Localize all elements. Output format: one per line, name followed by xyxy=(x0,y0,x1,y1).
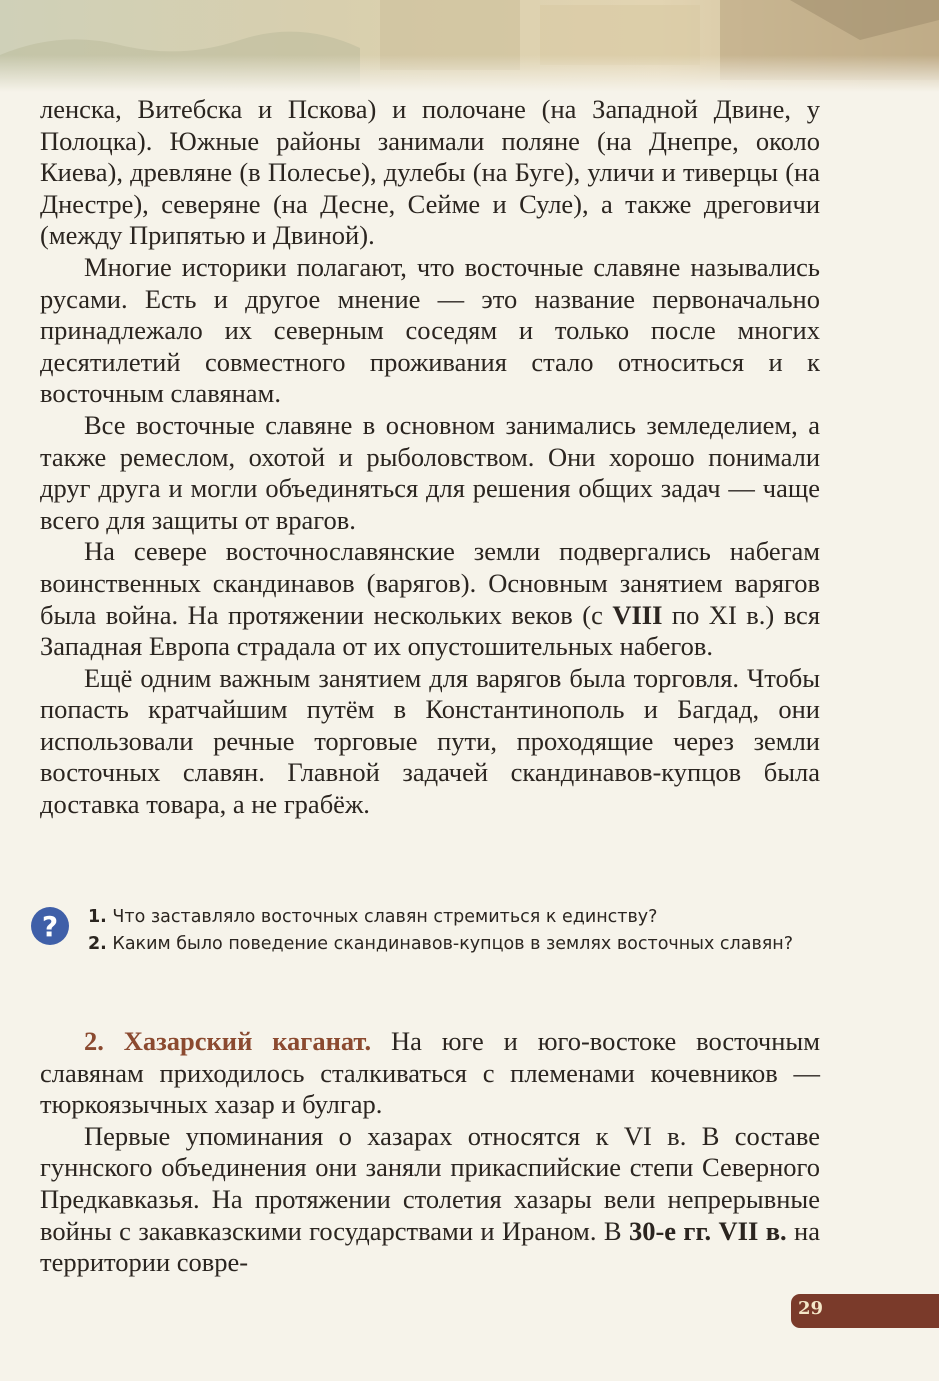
page-number: 29 xyxy=(798,1298,824,1319)
text-run: На юге и юго-востоке восточным славянам приходилось сталкиваться с племенами кочевников — тюркоязычных хазар и булгар. xyxy=(40,1026,820,1120)
paragraph: Все восточные славяне в основном занимались земледелием, а также ремеслом, охотой и рыболовством. Они хорошо понимали друг друга и могли объединяться для решения общих задач — чаще всего для защиты от врагов. xyxy=(40,409,820,535)
paragraph: Многие историки полагают, что восточные славяне назывались русами. Есть и другое мнение — это название первоначально принадлежало их северным соседям и только после многих десятилетий совместного проживания стало относиться и к восточным славянам. xyxy=(40,251,820,409)
review-questions xyxy=(30,904,830,994)
section-khazar-khaganate xyxy=(40,1026,820,1279)
svg-text:?: ? xyxy=(41,910,59,943)
question-list xyxy=(88,904,828,958)
question-number: 2. xyxy=(88,934,107,954)
paragraph xyxy=(40,536,820,662)
question-icon xyxy=(30,906,70,946)
bold-text: 30-е гг. VII в. xyxy=(628,1215,787,1246)
text-run: на территории совре- xyxy=(40,1215,820,1278)
paragraph xyxy=(40,1121,820,1279)
question-item xyxy=(88,931,828,958)
question-text: Что заставляло восточных славян стремиться к единству? xyxy=(112,907,658,927)
question-text: Каким было поведение скандинавов-купцов в землях восточных славян? xyxy=(112,934,794,954)
page-header-banner xyxy=(0,0,939,92)
paragraph: ленска, Витебска и Пскова) и полочане (на Западной Двине, у Полоцка). Южные районы занимали поляне (на Днепре, около Киева), древляне (в Полесье), дулебы (на Буге), уличи и тиверцы (на Днестре), северяне (на Десне, Сейме и Суле), а также дреговичи (между Припятью и Двиной). xyxy=(40,94,820,251)
paragraph: Ещё одним важным занятием для варягов была торговля. Чтобы попасть кратчайшим путём в Константинополь и Багдад, они использовали речные торговые пути, проходящие через земли восточных славян. Главной задачей скандинавов-купцов была доставка товара, а не грабёж. xyxy=(40,662,820,820)
section-heading: 2. Хазарский каганат. xyxy=(84,1026,372,1056)
text-run: по XI в.) вся Западная Европа страдала от их опустошительных набегов. xyxy=(40,599,821,662)
banner-illustration xyxy=(0,0,939,92)
bold-text: VIII xyxy=(612,599,663,630)
text-run: Первые упоминания о хазарах относятся к VI в. В составе гуннского объединения они заняли прикаспийские степи Северного Предкавказья. На протяжении столетия хазары вели непрерывные войны с закавказскими государствами и Ираном. В xyxy=(40,1120,820,1246)
paragraph xyxy=(40,1026,820,1121)
question-item xyxy=(88,904,828,931)
text-run: На севере восточнославянские земли подвергались набегам воинственных скандинавов (варягов). Основным занятием варягов была война. На протяжении нескольких веков (с xyxy=(40,536,820,630)
question-number: 1. xyxy=(88,907,107,927)
main-text xyxy=(40,94,820,821)
